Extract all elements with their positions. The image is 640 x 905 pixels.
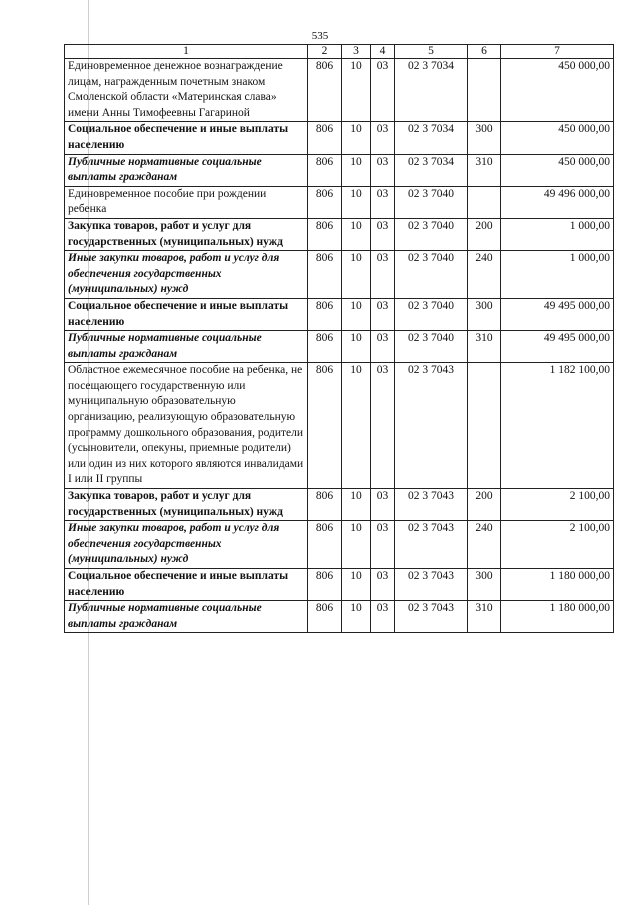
budget-item-name: Единовременное денежное вознаграждение лицам, награжденным почетным знаком Смоленской области «Материнская слава» имени Анны Тимофеевны Гагариной [65,59,308,122]
expense-type-cell: 310 [468,601,501,633]
target-article-cell: 02 3 7040 [395,186,468,218]
target-article-cell: 02 3 7034 [395,154,468,186]
section-code-cell: 10 [342,569,371,601]
admin-code-cell: 806 [308,521,342,569]
column-header: 4 [371,45,395,59]
table-header-row [65,45,614,59]
expense-type-cell [468,59,501,122]
target-article-cell: 02 3 7043 [395,489,468,521]
expense-type-cell: 310 [468,331,501,363]
table-row [65,122,614,154]
amount-cell: 49 495 000,00 [501,331,614,363]
subsection-code-cell: 03 [371,251,395,299]
section-code-cell: 10 [342,186,371,218]
subsection-code-cell: 03 [371,489,395,521]
admin-code-cell: 806 [308,363,342,489]
target-article-cell: 02 3 7040 [395,218,468,250]
admin-code-cell: 806 [308,186,342,218]
section-code-cell: 10 [342,521,371,569]
target-article-cell: 02 3 7040 [395,331,468,363]
column-header: 6 [468,45,501,59]
section-code-cell: 10 [342,331,371,363]
subsection-code-cell: 03 [371,59,395,122]
expense-type-cell: 200 [468,489,501,521]
amount-cell: 1 000,00 [501,251,614,299]
amount-cell: 49 495 000,00 [501,298,614,330]
section-code-cell: 10 [342,489,371,521]
table-row [65,154,614,186]
budget-item-name: Областное ежемесячное пособие на ребенка, не посещающего государственную или муниципальную образовательную организацию, реализующую образовательную программу дошкольного образования, родители (усыновители, опекуны, приемные родители) или один из них которого являются инвалидами I или II группы [65,363,308,489]
amount-cell: 2 100,00 [501,521,614,569]
section-code-cell: 10 [342,59,371,122]
section-code-cell: 10 [342,251,371,299]
subsection-code-cell: 03 [371,298,395,330]
table-row [65,601,614,633]
table-row [65,521,614,569]
section-code-cell: 10 [342,154,371,186]
table-row [65,59,614,122]
budget-item-name: Публичные нормативные социальные выплаты гражданам [65,331,308,363]
amount-cell: 1 180 000,00 [501,601,614,633]
amount-cell: 1 180 000,00 [501,569,614,601]
table-row [65,363,614,489]
table-row [65,569,614,601]
section-code-cell: 10 [342,298,371,330]
admin-code-cell: 806 [308,218,342,250]
column-header: 2 [308,45,342,59]
table-row [65,251,614,299]
budget-table [64,44,614,633]
table-row [65,331,614,363]
amount-cell: 1 000,00 [501,218,614,250]
admin-code-cell: 806 [308,601,342,633]
page-number: 535 [311,30,329,42]
admin-code-cell: 806 [308,154,342,186]
target-article-cell: 02 3 7043 [395,601,468,633]
subsection-code-cell: 03 [371,601,395,633]
column-header: 7 [501,45,614,59]
budget-item-name: Закупка товаров, работ и услуг для государственных (муниципальных) нужд [65,218,308,250]
budget-item-name: Публичные нормативные социальные выплаты гражданам [65,154,308,186]
target-article-cell: 02 3 7043 [395,521,468,569]
admin-code-cell: 806 [308,251,342,299]
amount-cell: 49 496 000,00 [501,186,614,218]
expense-type-cell: 310 [468,154,501,186]
expense-type-cell: 300 [468,298,501,330]
admin-code-cell: 806 [308,59,342,122]
budget-item-name: Социальное обеспечение и иные выплаты населению [65,298,308,330]
table-row [65,218,614,250]
expense-type-cell [468,186,501,218]
budget-item-name: Закупка товаров, работ и услуг для государственных (муниципальных) нужд [65,489,308,521]
amount-cell: 450 000,00 [501,122,614,154]
expense-type-cell [468,363,501,489]
admin-code-cell: 806 [308,298,342,330]
subsection-code-cell: 03 [371,218,395,250]
expense-type-cell: 240 [468,251,501,299]
budget-item-name: Единовременное пособие при рождении ребенка [65,186,308,218]
budget-item-name: Социальное обеспечение и иные выплаты населению [65,122,308,154]
subsection-code-cell: 03 [371,331,395,363]
column-header: 5 [395,45,468,59]
subsection-code-cell: 03 [371,186,395,218]
subsection-code-cell: 03 [371,569,395,601]
expense-type-cell: 300 [468,569,501,601]
section-code-cell: 10 [342,122,371,154]
admin-code-cell: 806 [308,122,342,154]
amount-cell: 1 182 100,00 [501,363,614,489]
table-body [65,59,614,633]
section-code-cell: 10 [342,218,371,250]
target-article-cell: 02 3 7034 [395,59,468,122]
expense-type-cell: 200 [468,218,501,250]
table-row [65,186,614,218]
target-article-cell: 02 3 7040 [395,251,468,299]
amount-cell: 450 000,00 [501,154,614,186]
expense-type-cell: 300 [468,122,501,154]
subsection-code-cell: 03 [371,122,395,154]
target-article-cell: 02 3 7043 [395,569,468,601]
target-article-cell: 02 3 7040 [395,298,468,330]
table-row [65,298,614,330]
admin-code-cell: 806 [308,489,342,521]
admin-code-cell: 806 [308,331,342,363]
subsection-code-cell: 03 [371,521,395,569]
target-article-cell: 02 3 7043 [395,363,468,489]
expense-type-cell: 240 [468,521,501,569]
budget-item-name: Социальное обеспечение и иные выплаты населению [65,569,308,601]
section-code-cell: 10 [342,601,371,633]
budget-item-name: Иные закупки товаров, работ и услуг для обеспечения государственных (муниципальных) нужд [65,521,308,569]
budget-item-name: Иные закупки товаров, работ и услуг для обеспечения государственных (муниципальных) нужд [65,251,308,299]
amount-cell: 2 100,00 [501,489,614,521]
subsection-code-cell: 03 [371,363,395,489]
column-header: 3 [342,45,371,59]
admin-code-cell: 806 [308,569,342,601]
column-header: 1 [65,45,308,59]
amount-cell: 450 000,00 [501,59,614,122]
subsection-code-cell: 03 [371,154,395,186]
budget-item-name: Публичные нормативные социальные выплаты гражданам [65,601,308,633]
section-code-cell: 10 [342,363,371,489]
table-row [65,489,614,521]
target-article-cell: 02 3 7034 [395,122,468,154]
